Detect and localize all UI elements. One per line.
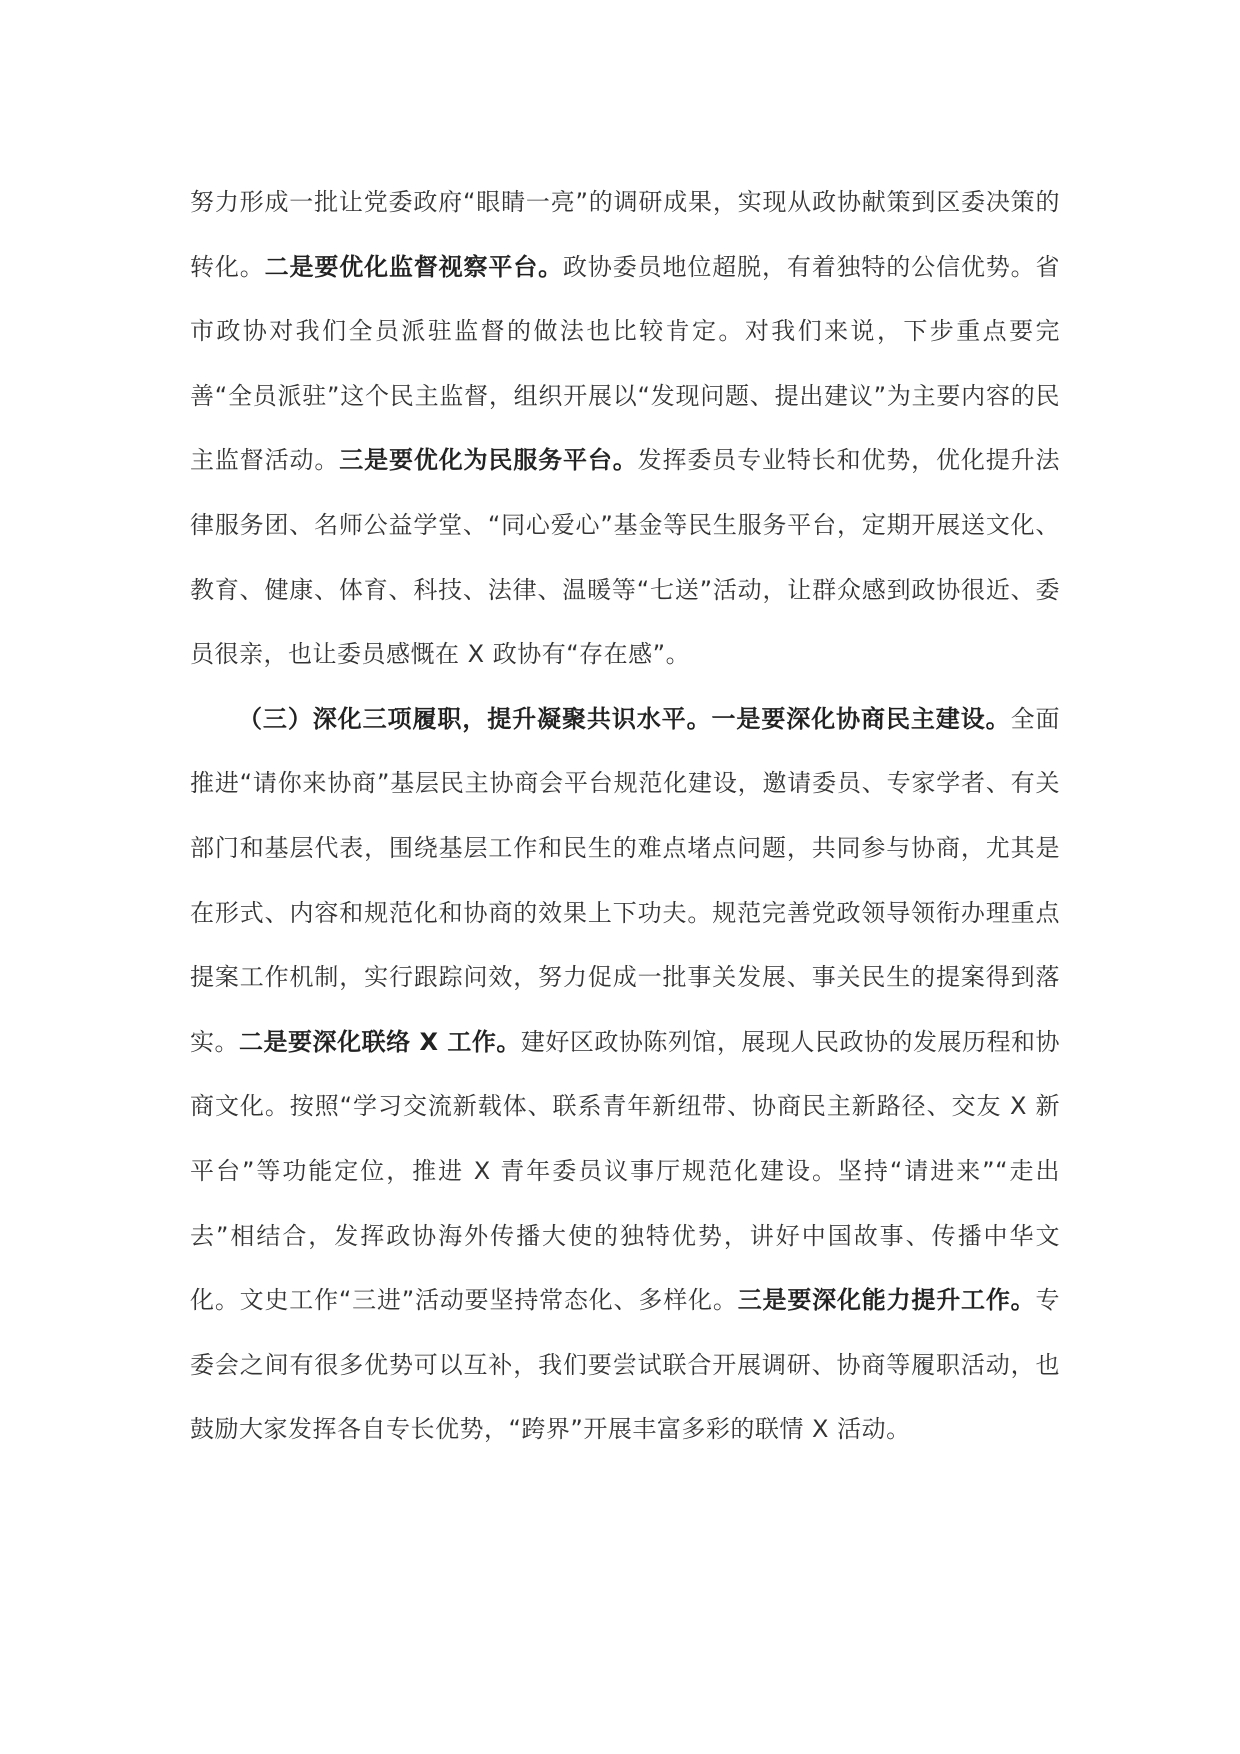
paragraph-2-text-3: 专委会之间有很多优势可以互补，我们要尝试联合开展调研、协商等履职活动，也鼓励大家发挥各自专长优势，“跨界”开展丰富多彩的联情 X 活动。 [190, 1286, 1061, 1444]
paragraph-1 [190, 170, 1060, 687]
paragraph-1-text-2: 政协委员地位超脱，有着独特的公信优势。省市政协对我们全员派驻监督的做法也比较肯定。对我们来说，下步重点要完善“全员派驻”这个民主监督，组织开展以“发现问题、提出建议”为主要内容的民主监督活动。 [190, 252, 1061, 475]
paragraph-2 [190, 687, 1060, 1462]
document-body [190, 170, 1060, 1462]
paragraph-1-heading-supervision-platform: 二是要优化监督视察平台。 [264, 252, 564, 281]
paragraph-2-heading-liaison: 二是要深化联络 X 工作。 [239, 1027, 521, 1056]
paragraph-2-heading-consultation: 一是要深化协商民主建设。 [711, 704, 1011, 733]
paragraph-2-text-1: 全面推进“请你来协商”基层民主协商会平台规范化建设，邀请委员、专家学者、有关部门和基层代表，围绕基层工作和民生的难点堵点问题，共同参与协商，尤其是在形式、内容和规范化和协商的效果上下功夫。规范完善党政领导领衔办理重点提案工作机制，实行跟踪问效，努力促成一批事关发展、事关民生的提案得到落实。 [190, 704, 1060, 1056]
paragraph-2-heading-capacity: 三是要深化能力提升工作。 [737, 1286, 1036, 1315]
paragraph-1-text-3: 发挥委员专业特长和优势，优化提升法律服务团、名师公益学堂、“同心爱心”基金等民生服务平台，定期开展送文化、教育、健康、体育、科技、法律、温暖等“七送”活动，让群众感到政协很近、委员很亲，也让委员感慨在 X 政协有“存在感”。 [190, 446, 1061, 669]
paragraph-1-heading-service-platform: 三是要优化为民服务平台。 [339, 446, 638, 475]
section-heading-three: （三）深化三项履职，提升凝聚共识水平。 [238, 704, 712, 733]
paragraph-1-text-1: 努力形成一批让党委政府“眼睛一亮”的调研成果，实现从政协献策到区委决策的转化。 [190, 188, 1060, 281]
paragraph-2-text-2: 建好区政协陈列馆，展现人民政协的发展历程和协商文化。按照“学习交流新载体、联系青年新纽带、协商民主新路径、交友 X 新平台”等功能定位，推进 X 青年委员议事厅规范化建设。坚持“请进来”“走出去”相结合，发挥政协海外传播大使的独特优势，讲好中国故事、传播中华文化。文史工作“三进”活动要坚持常态化、多样化。 [190, 1027, 1061, 1315]
